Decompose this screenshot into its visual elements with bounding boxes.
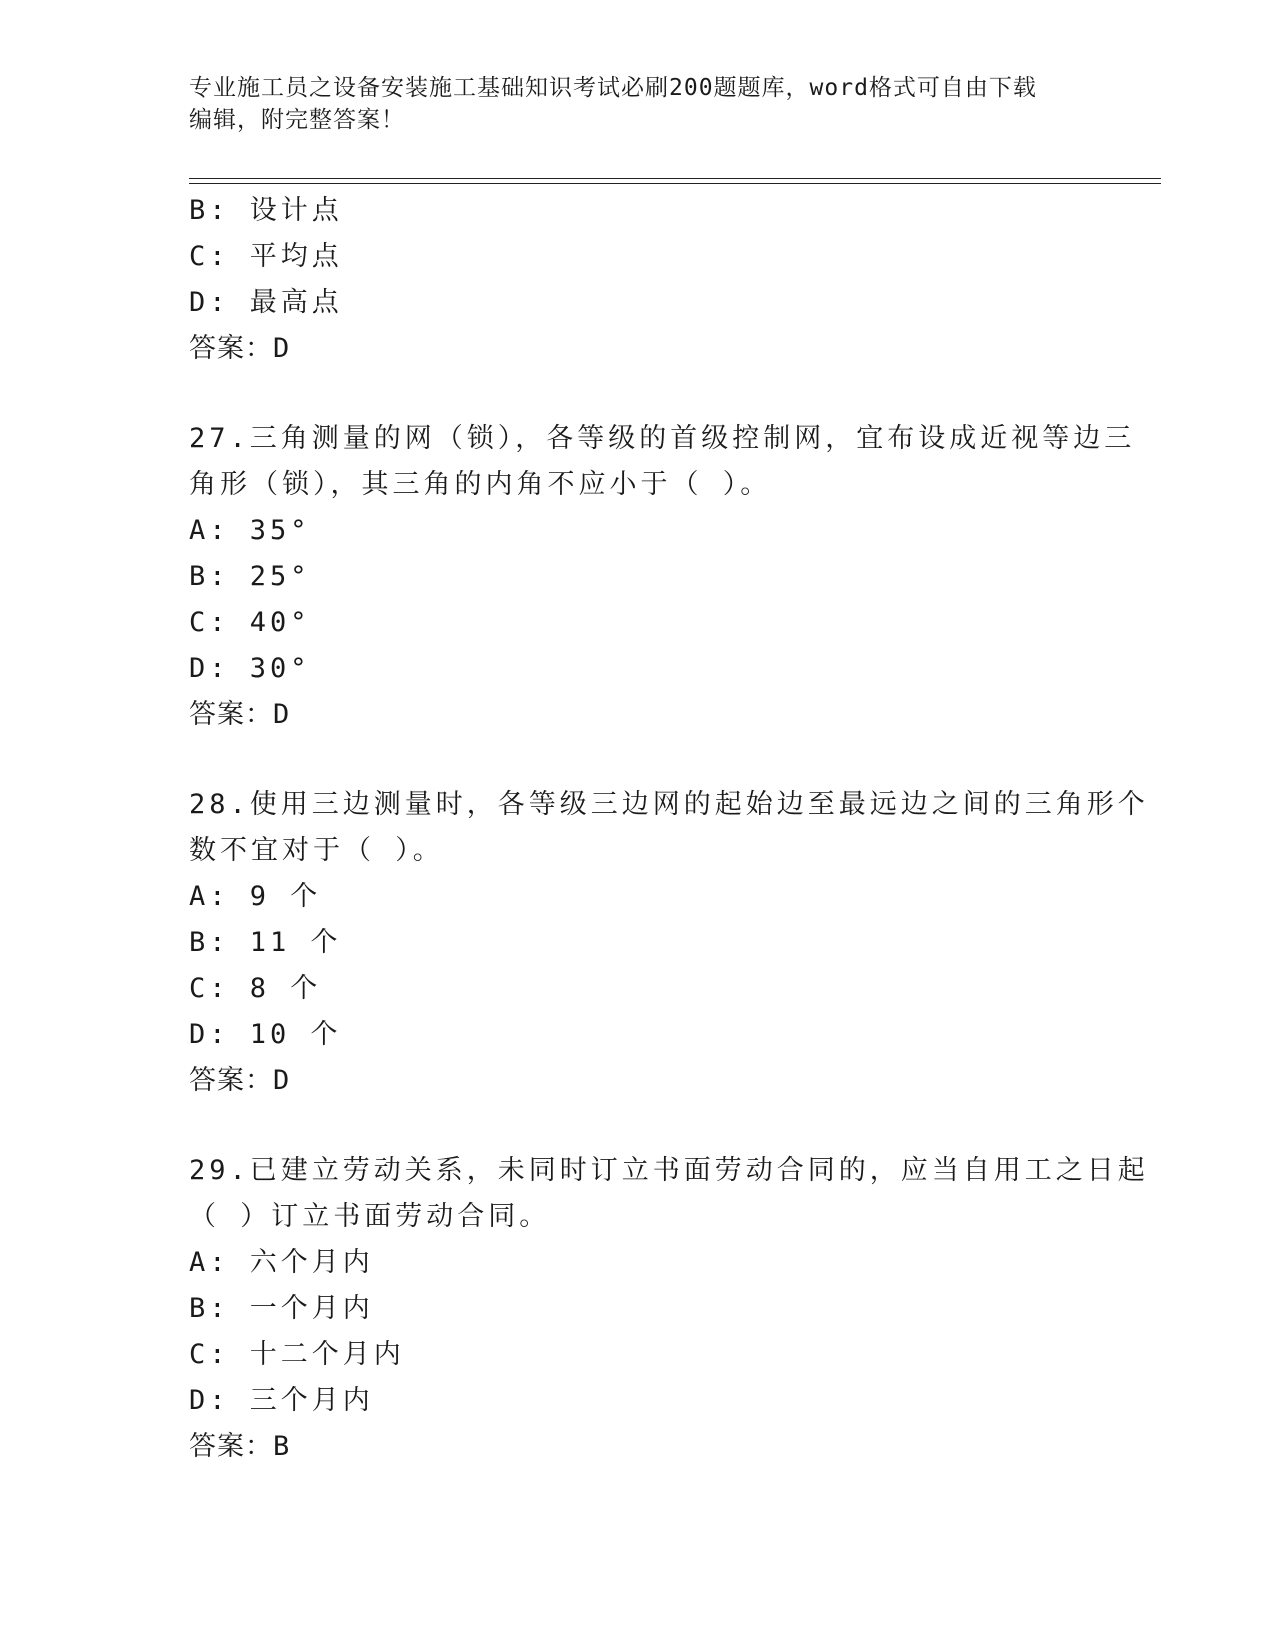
option-b: B: 一个月内 — [189, 1293, 374, 1324]
option-d: D: 最高点 — [189, 287, 343, 318]
option-c: C: 平均点 — [189, 241, 343, 272]
question-text-line: 28.使用三边测量时，各等级三边网的起始边至最远边之间的三角形个 — [189, 789, 1149, 820]
answer-line: 答案：D — [189, 1065, 291, 1096]
option-a: A: 35° — [189, 515, 311, 546]
question-26-partial — [189, 188, 1089, 372]
option-a: A: 六个月内 — [189, 1247, 374, 1278]
option-d: D: 三个月内 — [189, 1385, 374, 1416]
answer-line: 答案：D — [189, 699, 291, 730]
question-29 — [189, 1148, 1149, 1470]
option-d: D: 10 个 — [189, 1019, 342, 1050]
header-line-2: 编辑，附完整答案！ — [189, 107, 405, 133]
option-b: B: 11 个 — [189, 927, 342, 958]
document-header — [189, 72, 1089, 136]
question-text-line: （ ）订立书面劳动合同。 — [189, 1201, 551, 1232]
question-text-line: 29.已建立劳动关系，未同时订立书面劳动合同的，应当自用工之日起 — [189, 1155, 1149, 1186]
header-line-1: 专业施工员之设备安装施工基础知识考试必刷200题题库，word格式可自由下载 — [189, 75, 1037, 101]
header-divider-bottom — [189, 183, 1161, 184]
question-list — [189, 188, 1149, 1470]
question-text-line: 27.三角测量的网（锁），各等级的首级控制网，宜布设成近视等边三 — [189, 423, 1136, 454]
option-d: D: 30° — [189, 653, 311, 684]
question-27 — [189, 416, 1136, 738]
question-text-line: 数不宜对于（ ）。 — [189, 835, 444, 866]
option-a: A: 9 个 — [189, 881, 322, 912]
header-divider-top — [189, 178, 1161, 179]
option-c: C: 十二个月内 — [189, 1339, 405, 1370]
answer-line: 答案：B — [189, 1431, 291, 1462]
answer-line: 答案：D — [189, 333, 291, 364]
option-c: C: 40° — [189, 607, 311, 638]
question-28 — [189, 782, 1149, 1104]
question-text-line: 角形（锁），其三角的内角不应小于（ ）。 — [189, 469, 772, 500]
option-b: B: 设计点 — [189, 195, 343, 226]
option-c: C: 8 个 — [189, 973, 322, 1004]
option-b: B: 25° — [189, 561, 311, 592]
